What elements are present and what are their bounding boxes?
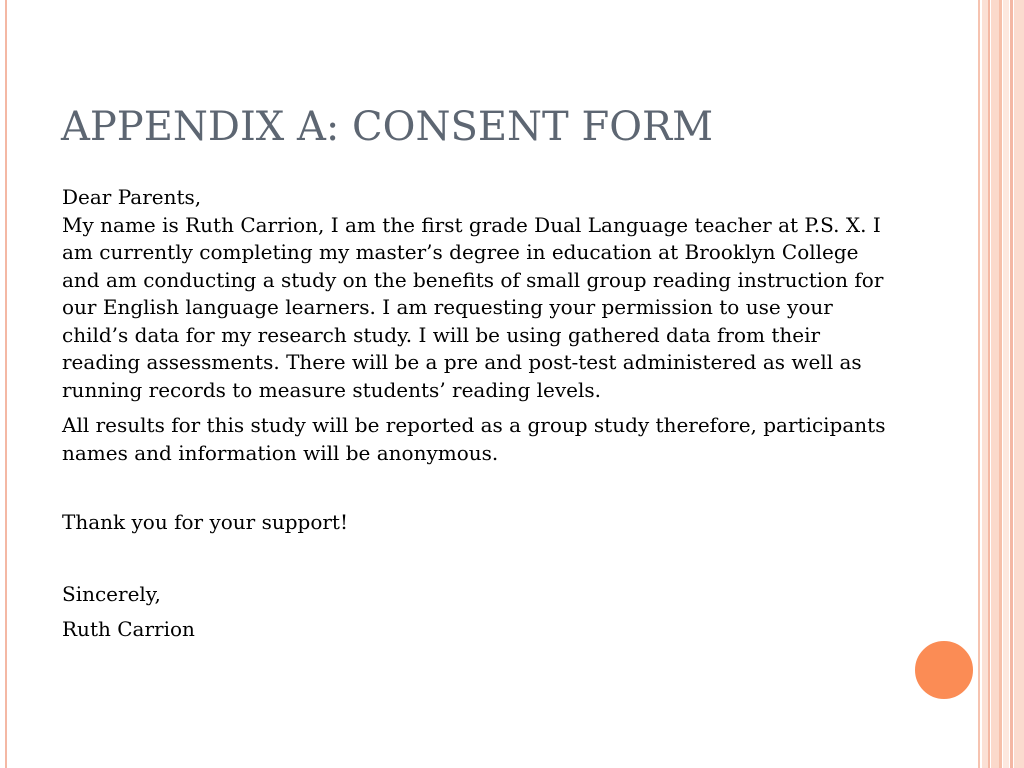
right-border-stripe <box>1014 0 1024 768</box>
decorative-circle <box>913 639 975 701</box>
right-border-stripe <box>1003 0 1009 768</box>
left-border-line <box>5 0 7 768</box>
letter-paragraph-results: All results for this study will be reported as a group study therefore, participants names and information will be anonymous. <box>62 413 886 465</box>
right-border-stripe <box>978 0 980 768</box>
letter-closing: Sincerely, <box>62 581 161 606</box>
slide-title: APPENDIX A: CONSENT FORM <box>61 104 714 150</box>
right-border-stripe <box>991 0 999 768</box>
letter-signature: Ruth Carrion <box>62 617 195 641</box>
right-border-stripe <box>1010 0 1013 768</box>
right-border-stripe <box>988 0 990 768</box>
right-border-stripe <box>999 0 1002 768</box>
letter-paragraph-intro: My name is Ruth Carrion, I am the first grade Dual Language teacher at P.S. X. I am currently completing my master’s degree in education at Brooklyn College and am conducting a study on the benefits of small group reading instruction for our English language learners. I am requesting your permission to use your child’s data for my research study. I will be using gathered data from their reading assessments. There will be a pre and post-test administered as well as running records to measure students’ reading levels. <box>62 212 884 402</box>
letter-greeting: Dear Parents, <box>62 185 202 209</box>
letter-thanks: Thank you for your support! <box>62 510 349 534</box>
letter-body <box>62 184 892 644</box>
